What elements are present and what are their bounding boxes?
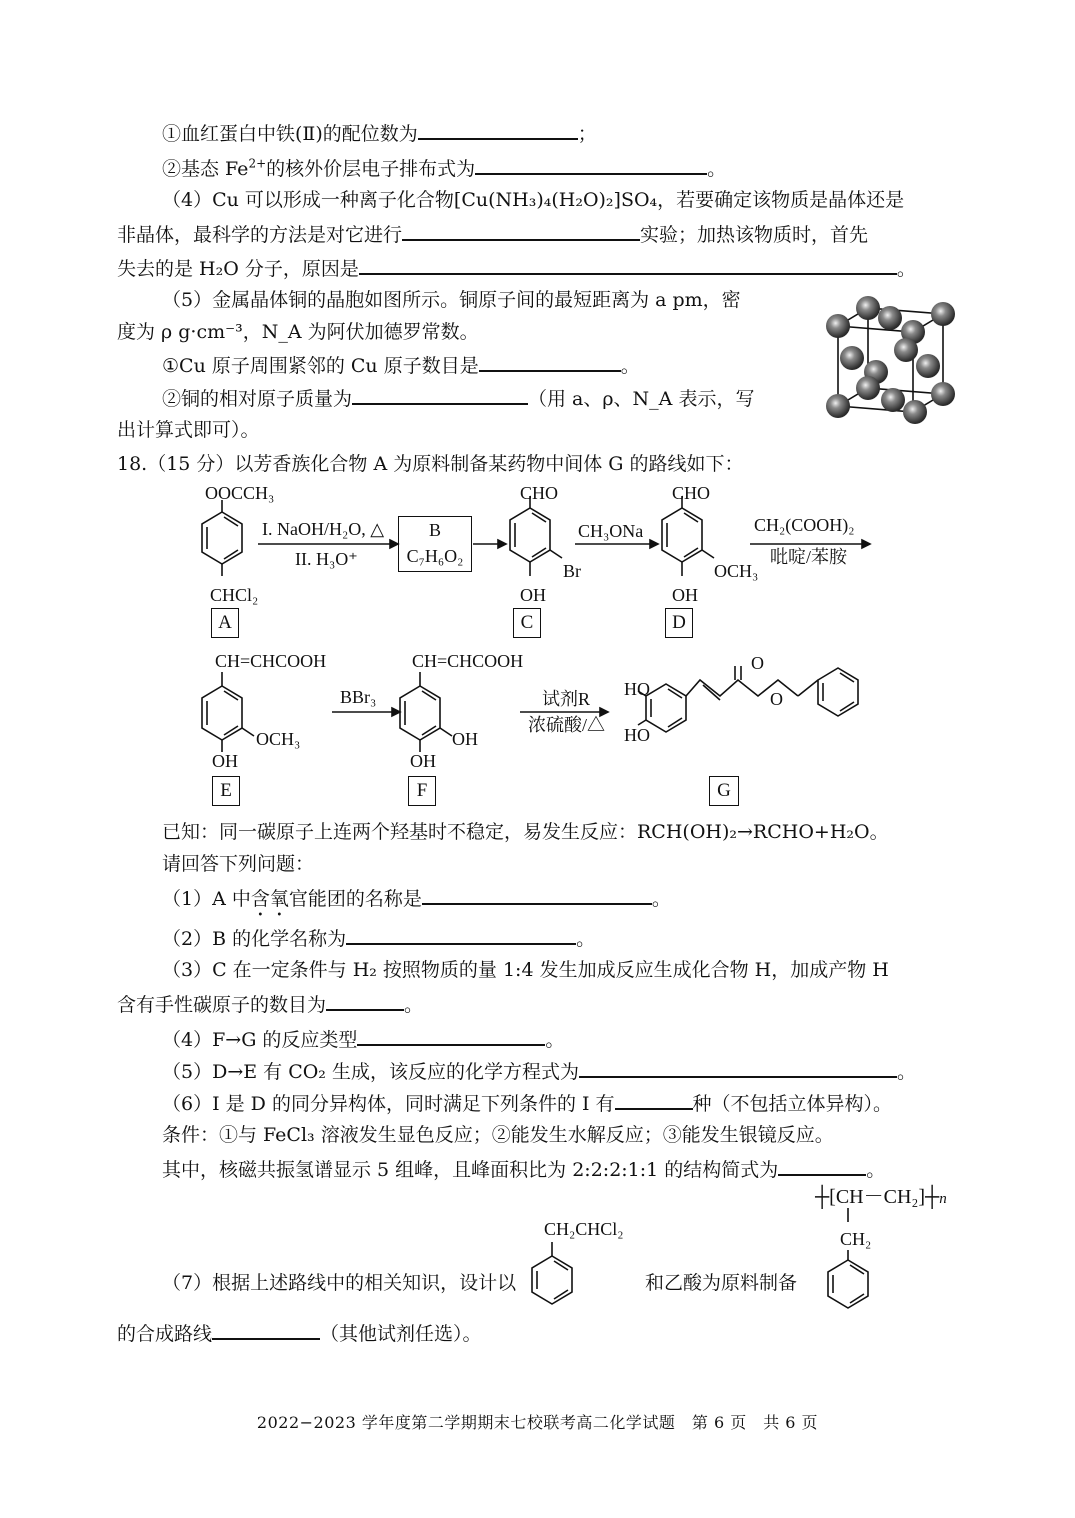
q18-5 bbox=[162, 1058, 916, 1084]
q17-5-2 bbox=[162, 385, 754, 411]
punct: 。 bbox=[620, 355, 640, 377]
E-substituent-bottom: OH bbox=[212, 751, 238, 771]
atom bbox=[826, 394, 850, 418]
q1-text: （1）A 中 bbox=[162, 888, 251, 910]
q17-5-line1: （5）金属晶体铜的晶胞如图所示。铜原子间的最短距离为 a pm，密 bbox=[162, 289, 741, 311]
q7-text: 的合成路线 bbox=[117, 1323, 213, 1345]
punct: 。 bbox=[651, 888, 671, 910]
ring-F bbox=[400, 672, 452, 752]
label-G: G bbox=[709, 776, 739, 806]
q17-3-2 bbox=[162, 155, 726, 181]
A-substituent-top: OOCCH₃ bbox=[205, 483, 275, 503]
atom bbox=[878, 306, 902, 330]
bracket-left: ┼[ bbox=[815, 1186, 836, 1208]
arrow4-reagent: CH₂(COOH)₂ bbox=[754, 515, 855, 535]
q18-header: 18.（15 分）以芳香族化合物 A 为原料制备某药物中间体 G 的路线如下： bbox=[117, 453, 744, 475]
answer-blank[interactable] bbox=[422, 885, 652, 905]
q7-substrate-benzene bbox=[520, 1240, 580, 1310]
answer-blank[interactable] bbox=[346, 925, 576, 945]
q17-4-text3: 失去的是 H₂O 分子，原因是 bbox=[117, 258, 359, 280]
answer-blank[interactable] bbox=[352, 385, 528, 405]
bracket-right: ]┼ bbox=[918, 1186, 940, 1208]
ring-A bbox=[202, 500, 242, 576]
compound-B-box bbox=[398, 516, 472, 572]
structure-G bbox=[638, 666, 858, 732]
G-hydroxyl-2: HO bbox=[624, 725, 650, 745]
prompt: 请回答下列问题： bbox=[162, 853, 315, 875]
q7-substrate-substituent: CH₂CHCl₂ bbox=[544, 1219, 624, 1239]
poly-chain: CH－CH₂ bbox=[835, 1186, 919, 1208]
punct: 。 bbox=[707, 158, 727, 180]
q18-6-conditions: 条件：①与 FeCl₃ 溶液发生显色反应；②能发生水解反应；③能发生银镜反应。 bbox=[162, 1124, 834, 1146]
arrow6-condition: 浓硫酸/△ bbox=[528, 715, 606, 735]
q7-polymer-side-ch2: CH₂ bbox=[840, 1229, 872, 1249]
label-F: F bbox=[408, 776, 436, 806]
atom bbox=[916, 354, 940, 378]
punct: 。 bbox=[896, 258, 916, 280]
q17-4-line3 bbox=[117, 255, 916, 281]
page-footer: 2022−2023 学年度第二学期期末七校联考高二化学试题 第 6 页 共 6 页 bbox=[256, 1413, 819, 1432]
q17-3-1 bbox=[162, 120, 597, 146]
arrow3-reagent: CH₃ONa bbox=[578, 521, 644, 541]
answer-blank[interactable] bbox=[212, 1320, 320, 1340]
punct: 。 bbox=[866, 1159, 886, 1181]
F-substituent-bottom: OH bbox=[410, 751, 436, 771]
answer-blank[interactable] bbox=[475, 155, 707, 175]
q17-5-line2: 度为 ρ g·cm⁻³，N_A 为阿伏加德罗常数。 bbox=[117, 321, 479, 343]
q17-5-2-text2: （用 a、ρ、N_A 表示，写 bbox=[528, 388, 755, 410]
q6-text: （6）I 是 D 的同分异构体，同时满足下列条件的 I 有 bbox=[162, 1093, 615, 1115]
q5-text: （5）D→E 有 CO₂ 生成，该反应的化学方程式为 bbox=[162, 1061, 579, 1083]
q18-2 bbox=[162, 925, 595, 951]
fcc-unit-cell-figure bbox=[808, 288, 968, 428]
ring-E bbox=[202, 672, 254, 752]
q6-text2: 种（不包括立体异构）。 bbox=[692, 1093, 893, 1115]
label-E: E bbox=[212, 776, 240, 806]
answer-blank[interactable] bbox=[357, 1026, 545, 1046]
q18-7-line2 bbox=[117, 1320, 482, 1346]
C-substituent-bottom: OH bbox=[520, 585, 546, 605]
q17-5-1-text: ①Cu 原子周围紧邻的 Cu 原子数目是 bbox=[162, 355, 479, 377]
answer-blank[interactable] bbox=[778, 1156, 866, 1176]
q18-6 bbox=[162, 1090, 892, 1116]
label-C: C bbox=[513, 608, 541, 638]
arrow1-condition: II. H₃O⁺ bbox=[295, 549, 358, 569]
atom bbox=[856, 376, 880, 400]
q4-text: （4）F→G 的反应类型 bbox=[162, 1029, 358, 1051]
q7-text2: （其他试剂任选）。 bbox=[320, 1323, 482, 1345]
A-substituent-bottom: CHCl₂ bbox=[210, 585, 259, 605]
label-B: B bbox=[428, 520, 441, 540]
atom bbox=[856, 296, 880, 320]
q7-polymer-chain bbox=[815, 1186, 947, 1210]
E-substituent-right: OCH₃ bbox=[256, 729, 301, 749]
answer-blank[interactable] bbox=[579, 1058, 897, 1078]
q18-3-line1: （3）C 在一定条件与 H₂ 按照物质的量 1:4 发生加成反应生成化合物 H，加成产物 H bbox=[162, 959, 889, 981]
q17-4-line1: （4）Cu 可以形成一种离子化合物[Cu(NH₃)₄(H₂O)₂]SO₄，若要确定该物质是晶体还是 bbox=[162, 189, 905, 211]
q1-emphasis: 含氧 bbox=[250, 888, 289, 910]
punct: ； bbox=[577, 123, 597, 145]
cu-atoms bbox=[826, 296, 955, 424]
q17-5-line3: 出计算式即可）。 bbox=[117, 419, 260, 441]
F-substituent-top: CH=CHCOOH bbox=[412, 651, 524, 671]
formula-B: C₇H₆O₂ bbox=[406, 546, 464, 566]
q17-3-1-text: ①血红蛋白中铁(Ⅱ)的配位数为 bbox=[162, 123, 418, 145]
q7-polymer-benzene bbox=[820, 1208, 880, 1312]
atom bbox=[826, 314, 850, 338]
q18-1 bbox=[162, 885, 671, 921]
q1-text2: 官能团的名称是 bbox=[288, 888, 422, 910]
q17-5-2-text: ②铜的相对原子质量为 bbox=[162, 388, 353, 410]
q18-4 bbox=[162, 1026, 564, 1052]
label-A: A bbox=[211, 608, 239, 638]
ring-C bbox=[510, 496, 562, 576]
q18-7-mid: 和乙酸为原料制备 bbox=[645, 1272, 798, 1294]
D-substituent-bottom: OH bbox=[672, 585, 698, 605]
D-substituent-right: OCH₃ bbox=[714, 561, 759, 581]
atom bbox=[840, 346, 864, 370]
ring-D bbox=[662, 496, 714, 576]
punct: 。 bbox=[896, 1061, 916, 1083]
q17-4-text2: 实验；加热该物质时，首先 bbox=[640, 224, 869, 246]
E-substituent-top: CH=CHCOOH bbox=[215, 651, 327, 671]
atom bbox=[931, 382, 955, 406]
punct: 。 bbox=[576, 928, 596, 950]
D-substituent-top: CHO bbox=[672, 483, 711, 503]
atom bbox=[881, 388, 905, 412]
C-substituent-top: CHO bbox=[520, 483, 559, 503]
G-hydroxyl-1: HO bbox=[624, 679, 650, 699]
q17-4-line2 bbox=[117, 221, 868, 247]
punct: 。 bbox=[545, 1029, 565, 1051]
answer-blank[interactable] bbox=[326, 991, 404, 1011]
answer-blank[interactable] bbox=[402, 221, 640, 241]
charge-superscript: 2+ bbox=[248, 156, 267, 171]
arrow4-condition: 吡啶/苯胺 bbox=[770, 547, 848, 567]
arrow6-reagent: 试剂R bbox=[542, 689, 591, 709]
C-substituent-right: Br bbox=[563, 561, 581, 581]
q2-text: （2）B 的化学名称为 bbox=[162, 928, 347, 950]
q17-3-2-text: ②基态 Fe bbox=[162, 158, 249, 180]
G-carbonyl-O: O bbox=[751, 653, 764, 673]
atom bbox=[894, 338, 918, 362]
atom bbox=[903, 400, 927, 424]
q17-5-1 bbox=[162, 352, 640, 378]
known-info: 已知：同一碳原子上连两个羟基时不稳定，易发生反应：RCH(OH)₂→RCHO+H₂O。 bbox=[162, 821, 889, 843]
q17-3-2-text2: 的核外价层电子排布式为 bbox=[266, 158, 476, 180]
punct: 。 bbox=[404, 994, 424, 1016]
arrow5-reagent: BBr₃ bbox=[340, 687, 377, 707]
arrow1-reagent: I. NaOH/H₂O, △ bbox=[262, 519, 385, 539]
answer-blank[interactable] bbox=[418, 120, 578, 140]
answer-blank[interactable] bbox=[479, 352, 621, 372]
q18-3-line2 bbox=[117, 991, 423, 1017]
poly-n: n bbox=[939, 1191, 947, 1207]
q3-text: 含有手性碳原子的数目为 bbox=[117, 994, 327, 1016]
q6-nmr-text: 其中，核磁共振氢谱显示 5 组峰，且峰面积比为 2:2:2:1:1 的结构简式为 bbox=[162, 1159, 779, 1181]
answer-blank[interactable] bbox=[615, 1090, 693, 1110]
F-substituent-right: OH bbox=[452, 729, 478, 749]
G-ester-O: O bbox=[770, 689, 783, 709]
answer-blank[interactable] bbox=[359, 255, 897, 275]
q18-7-pre: （7）根据上述路线中的相关知识，设计以 bbox=[162, 1272, 517, 1294]
label-D: D bbox=[665, 608, 693, 638]
q17-4-text: 非晶体，最科学的方法是对它进行 bbox=[117, 224, 403, 246]
q18-6-nmr bbox=[162, 1156, 885, 1182]
atom bbox=[931, 302, 955, 326]
